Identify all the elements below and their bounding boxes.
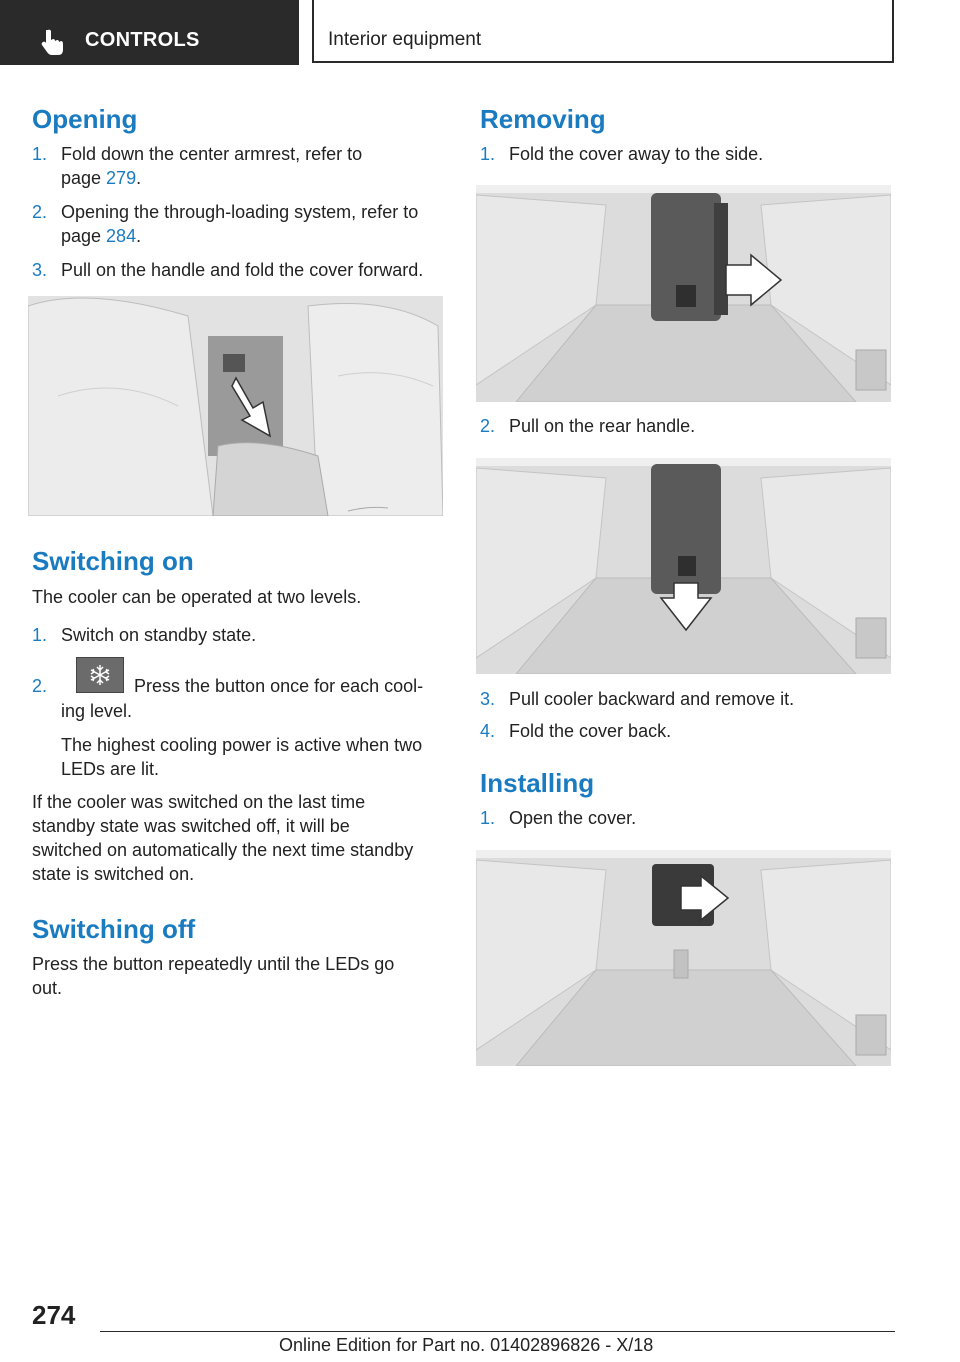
- page-title: Interior equipment: [328, 29, 482, 50]
- heading-switching-off: Switching off: [32, 914, 196, 944]
- hand-pointer-icon: [38, 28, 66, 56]
- switching-on-intro: The cooler can be operated at two levels.: [32, 587, 362, 607]
- snowflake-icon: [77, 658, 123, 692]
- switching-on-step-2-line-b: ing level.: [61, 701, 133, 721]
- page-number: 274: [32, 1300, 76, 1330]
- heading-installing: Installing: [480, 768, 595, 798]
- section-label: CONTROLS: [85, 29, 200, 51]
- armrest-illustration: [28, 296, 443, 516]
- heading-opening: Opening: [32, 104, 138, 134]
- cooler-fold-cover-illustration: [476, 185, 891, 402]
- page-link-279[interactable]: 279: [106, 168, 137, 188]
- cooler-button-image: [76, 657, 124, 693]
- switching-on-paragraph: If the cooler was switched on the last time standby state was switched off, it will be switched on automatically the next time standby state is switched on.: [32, 792, 414, 884]
- page-link-284[interactable]: 284: [106, 226, 137, 246]
- page-title-box: [312, 0, 894, 63]
- heading-removing: Removing: [480, 104, 606, 134]
- footer-edition: Online Edition for Part no. 01402896826 - X/18: [279, 1335, 654, 1355]
- switching-on-step-2: 2.: [32, 676, 48, 696]
- footer-divider: [100, 1331, 895, 1332]
- section-tab: [0, 0, 299, 65]
- cooler-rear-handle-illustration: [476, 458, 891, 674]
- heading-switching-on: Switching on: [32, 546, 194, 576]
- switching-on-step-2-line-a: Press the button once for each cool-: [134, 676, 424, 696]
- cooler-open-cover-illustration: [476, 850, 891, 1066]
- switching-on-note: The highest cooling power is active when two LEDs are lit.: [61, 735, 423, 779]
- switching-off-paragraph: Press the button repeatedly until the LEDs go out.: [32, 954, 395, 998]
